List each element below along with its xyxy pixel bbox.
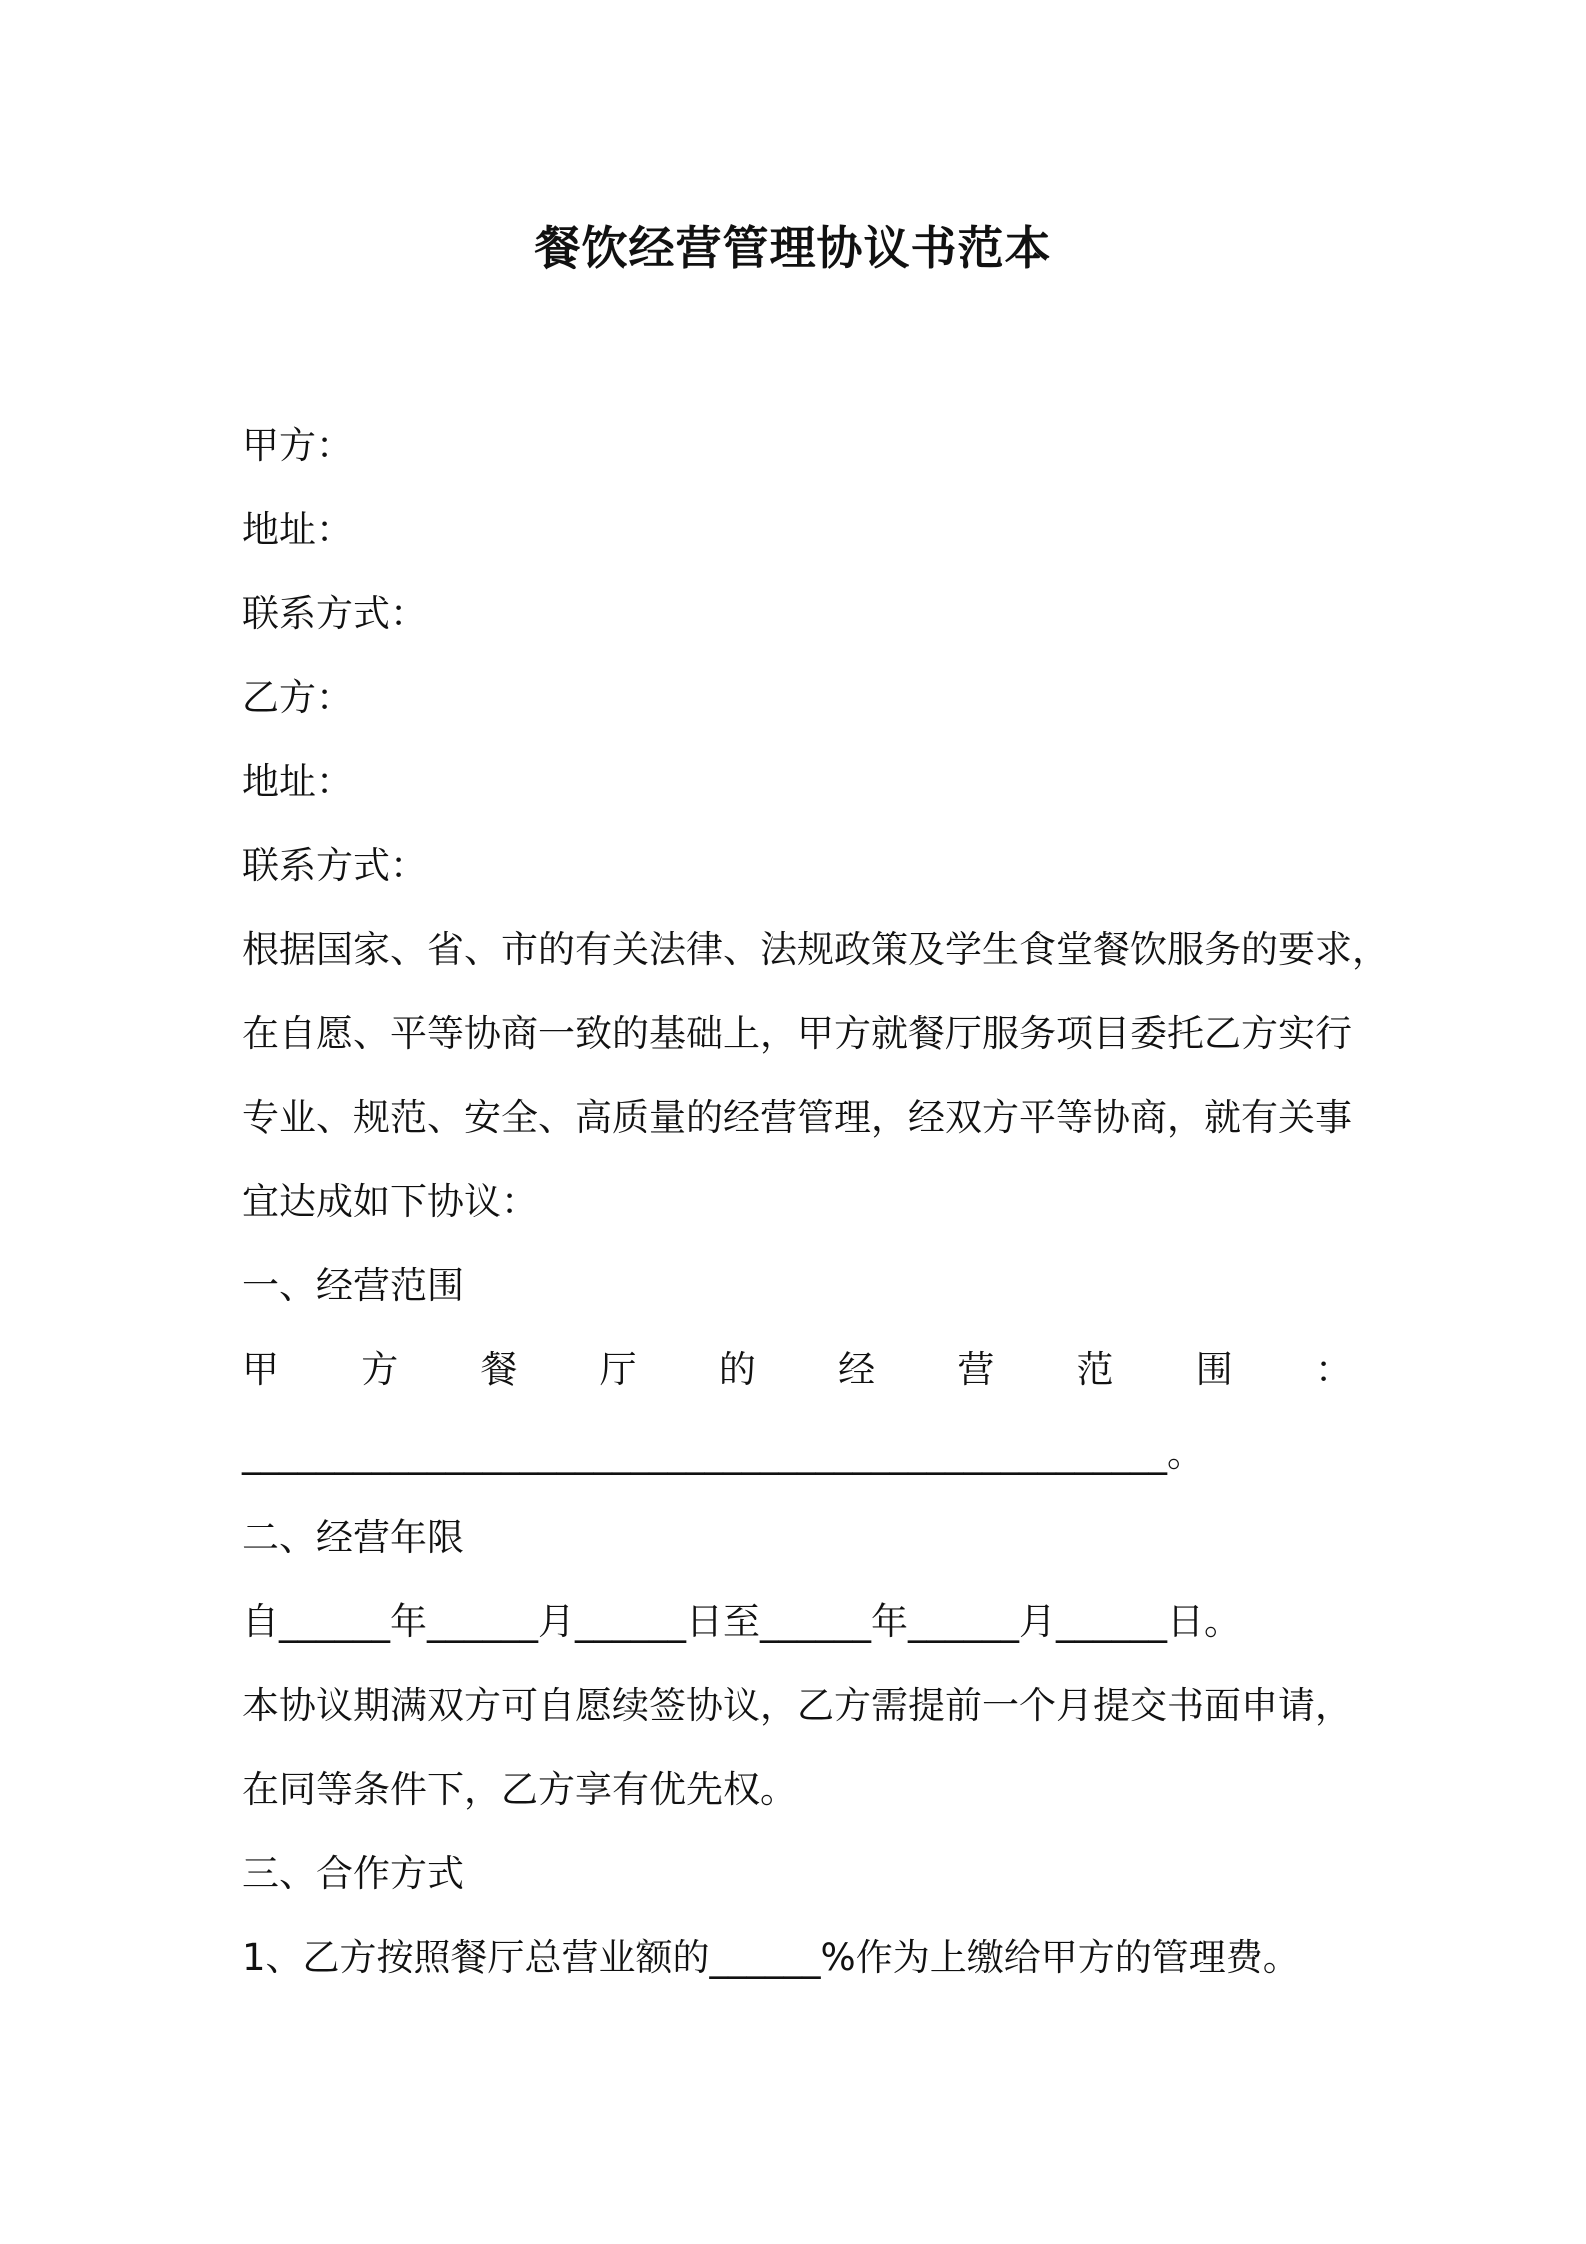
preamble-line: 专业、规范、安全、高质量的经营管理，经双方平等协商，就有关事 — [242, 1096, 1352, 1139]
section-3-heading: 三、合作方式 — [242, 1852, 464, 1895]
scope-char: 范 — [1076, 1348, 1114, 1391]
scope-char: 围 — [1195, 1348, 1233, 1391]
scope-char: 经 — [838, 1348, 876, 1391]
preamble-line: 在自愿、平等协商一致的基础上，甲方就餐厅服务项目委托乙方实行 — [242, 1012, 1352, 1055]
party-a-label: 甲方： — [242, 424, 353, 467]
scope-char: 方 — [361, 1348, 399, 1391]
scope-char: 营 — [957, 1348, 995, 1391]
renewal-line: 本协议期满双方可自愿续签协议，乙方需提前一个月提交书面申请， — [242, 1684, 1352, 1727]
party-a-address-label: 地址： — [242, 508, 353, 551]
business-scope-line — [242, 1328, 1352, 1412]
cooperation-item-1: 1、乙方按照餐厅总营业额的______%作为上缴给甲方的管理费。 — [242, 1936, 1300, 1979]
preamble-line: 根据国家、省、市的有关法律、法规政策及学生食堂餐饮服务的要求， — [242, 928, 1389, 971]
party-a-contact-label: 联系方式： — [242, 592, 427, 635]
renewal-line: 在同等条件下，乙方享有优先权。 — [242, 1768, 797, 1811]
document-body — [242, 404, 1389, 2000]
party-b-contact-label: 联系方式： — [242, 844, 427, 887]
document-title: 餐饮经营管理协议书范本 — [534, 221, 1052, 275]
section-2-heading: 二、经营年限 — [242, 1516, 464, 1559]
scope-char: 的 — [718, 1348, 756, 1391]
term-dates-line: 自______年______月______日至______年______月______日。 — [242, 1600, 1241, 1643]
party-b-label: 乙方： — [242, 676, 353, 719]
scope-char: 厅 — [599, 1348, 637, 1391]
party-b-address-label: 地址： — [242, 760, 353, 803]
scope-char: 甲 — [242, 1348, 279, 1391]
section-1-heading: 一、经营范围 — [242, 1264, 464, 1307]
preamble-line: 宜达成如下协议： — [242, 1180, 538, 1223]
business-scope-blank: __________________________________________________。 — [242, 1432, 1204, 1475]
scope-char: 餐 — [480, 1348, 518, 1391]
scope-char: ： — [1314, 1348, 1352, 1391]
